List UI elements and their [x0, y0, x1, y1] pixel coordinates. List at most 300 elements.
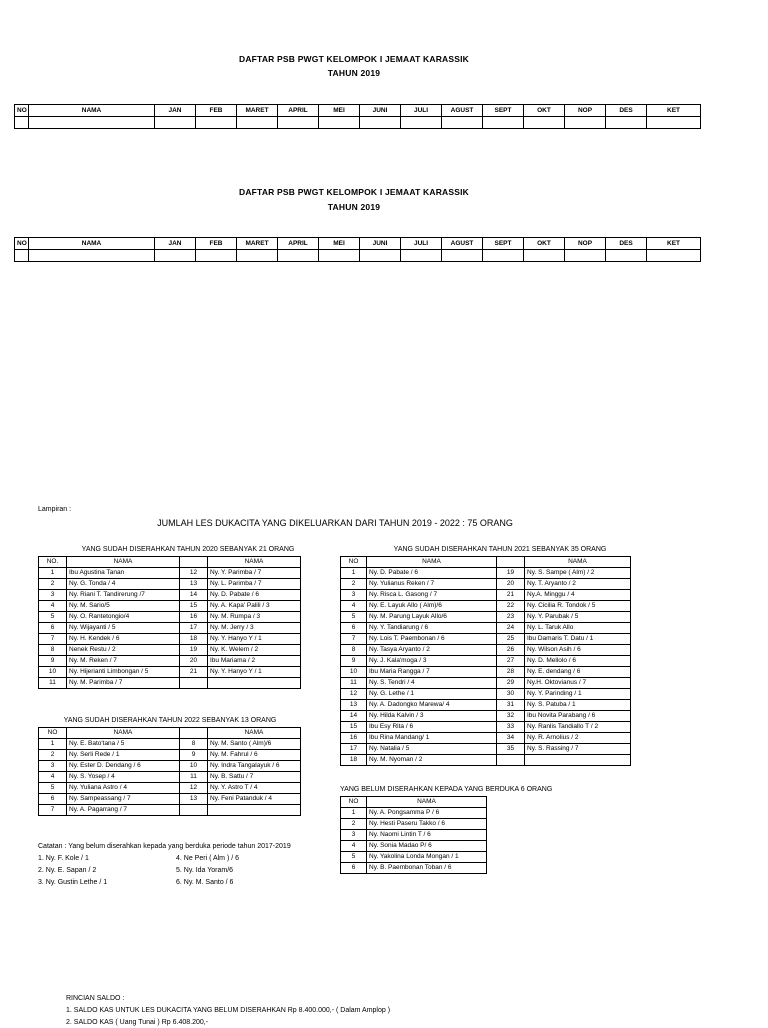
table-cell: 5 [341, 852, 367, 863]
table-cell: Ny. S. Tendri / 4 [367, 678, 497, 689]
table-cell: 11 [180, 772, 208, 783]
table-cell: Ny. E. Layuk Allo ( Alm)/6 [367, 601, 497, 612]
table-cell: 8 [341, 645, 367, 656]
table-row [39, 667, 301, 678]
table-cell: Ny. T. Aryanto / 2 [525, 579, 631, 590]
table-cell: 1 [341, 568, 367, 579]
table-cell [155, 250, 196, 262]
col-head-nama: NAMA [29, 238, 155, 250]
table-cell: Ibu Rina Mandang/ 1 [367, 733, 497, 744]
table-cell [180, 678, 208, 689]
table-cell: Ny.H. Oktovianus / 7 [525, 678, 631, 689]
table-row [341, 830, 487, 841]
table-cell: 27 [497, 656, 525, 667]
table-cell: 21 [497, 590, 525, 601]
table-header-cell: NO [341, 797, 367, 808]
table-row [39, 750, 301, 761]
table-cell: 2 [39, 579, 67, 590]
catatan-item: 1. Ny. F. Kole / 1 [38, 855, 89, 862]
table-cell: 14 [341, 711, 367, 722]
table-cell: Ny. Sonia Madao P/ 6 [367, 841, 487, 852]
table-cell: Ny. Riani T. Tandirerung /7 [67, 590, 180, 601]
table-cell: 17 [180, 623, 208, 634]
table-cell: 4 [39, 601, 67, 612]
table-cell: Ny. Sampeassang / 7 [67, 794, 180, 805]
table-cell: Ny. M. Parimba / 7 [67, 678, 180, 689]
monthly-empty-row [15, 117, 701, 129]
monthly-header-row [15, 238, 701, 250]
table-cell: Ibu Damaris T. Datu / 1 [525, 634, 631, 645]
table-cell: Ny. Tasya Aryanto / 2 [367, 645, 497, 656]
table-cell: Ny. S. Yosep / 4 [67, 772, 180, 783]
table-header-cell: NAMA [67, 557, 180, 568]
table-cell: 34 [497, 733, 525, 744]
table-cell [442, 250, 483, 262]
table-header-cell: NAMA [208, 728, 301, 739]
table-cell: Ny. M. Sario/5 [67, 601, 180, 612]
table-cell [208, 678, 301, 689]
col-head-maret: MARET [237, 105, 278, 117]
col-head-no: NO [15, 105, 29, 117]
table-row [39, 739, 301, 750]
table-cell: 2 [341, 819, 367, 830]
table-cell: 1 [341, 808, 367, 819]
table-cell: Ibu Maria Rangga / 7 [367, 667, 497, 678]
table-cell: Ny. E. Bato'tana / 5 [67, 739, 180, 750]
table-cell: 8 [39, 645, 67, 656]
doc-year-1: TAHUN 2019 [327, 68, 381, 78]
col-head-des: DES [606, 105, 647, 117]
table-cell: 15 [341, 722, 367, 733]
table-cell: Ny. Natalia / 5 [367, 744, 497, 755]
table-cell: 6 [39, 623, 67, 634]
table-cell: 12 [341, 689, 367, 700]
monthly-table-2 [14, 237, 701, 262]
table-row [39, 794, 301, 805]
table-cell: 16 [180, 612, 208, 623]
table-header-row [39, 557, 301, 568]
table-cell: Ny. M. Rumpa / 3 [208, 612, 301, 623]
table-row [341, 689, 631, 700]
col-head-juni: JUNI [360, 238, 401, 250]
table-belum [340, 796, 487, 874]
table-cell [565, 117, 606, 129]
monthly-empty-row [15, 250, 701, 262]
table-row [39, 623, 301, 634]
table-cell: Ny. A. Pagarrang / 7 [67, 805, 180, 816]
table-header-row [341, 557, 631, 568]
table-header-cell [180, 557, 208, 568]
table-cell [237, 117, 278, 129]
col-head-okt: OKT [524, 105, 565, 117]
catatan-item: 6. Ny. M. Santo / 6 [176, 879, 234, 886]
table-cell: Ny. Hijerianti Limbongan / 5 [67, 667, 180, 678]
table-cell: Ibu Novita Parabang / 6 [525, 711, 631, 722]
table-row [39, 761, 301, 772]
table-cell: Ny. Lois T. Paembonan / 6 [367, 634, 497, 645]
table-cell: 14 [180, 590, 208, 601]
table-row [341, 863, 487, 874]
table-row [341, 645, 631, 656]
table-header-cell: NAMA [367, 557, 497, 568]
table-cell: 3 [341, 830, 367, 841]
table-row [39, 579, 301, 590]
table-header-cell [180, 728, 208, 739]
table-row [341, 841, 487, 852]
table-header-cell: NAMA [208, 557, 301, 568]
table-header-cell: NAMA [367, 797, 487, 808]
table-row [341, 733, 631, 744]
table-row [341, 579, 631, 590]
col-head-april: APRIL [278, 105, 319, 117]
table-cell [524, 250, 565, 262]
table-cell: 20 [497, 579, 525, 590]
table-row [341, 722, 631, 733]
table-cell: 6 [341, 863, 367, 874]
table-cell [278, 117, 319, 129]
table-cell: Ny. J. Kala'moga / 3 [367, 656, 497, 667]
table-cell: Ny. Yuliana Astro / 4 [67, 783, 180, 794]
table-cell [525, 755, 631, 766]
table-cell [208, 805, 301, 816]
table-cell: Ny. Y. Parubak / 5 [525, 612, 631, 623]
table-cell: Ny. Yulianus Reken / 7 [367, 579, 497, 590]
table-cell: Ibu Esy Rita / 6 [367, 722, 497, 733]
table-header-cell: NAMA [525, 557, 631, 568]
table-cell: 19 [497, 568, 525, 579]
table-cell: Ny. A. Pongsamma P / 6 [367, 808, 487, 819]
table-row [341, 852, 487, 863]
table-cell: Ny. R. Arnolius / 2 [525, 733, 631, 744]
table-cell [401, 250, 442, 262]
table-cell: 8 [180, 739, 208, 750]
table-cell: 13 [180, 794, 208, 805]
table-cell [524, 117, 565, 129]
table-cell: Ny. D. Mellolo / 6 [525, 656, 631, 667]
table-2022 [38, 727, 301, 816]
table-row [341, 656, 631, 667]
table-cell: 2 [341, 579, 367, 590]
table-row [39, 772, 301, 783]
table-cell: Ny. G. Tonda / 4 [67, 579, 180, 590]
table-cell [647, 250, 701, 262]
table-cell: Ny. Ranlis Tandiallo T / 2 [525, 722, 631, 733]
col-head-ket: KET [647, 105, 701, 117]
table-cell [15, 117, 29, 129]
table-cell: 7 [39, 634, 67, 645]
table-cell: Ny. M. Santo ( Alm)/6 [208, 739, 301, 750]
table-cell: 9 [39, 656, 67, 667]
table-cell: 17 [341, 744, 367, 755]
table-cell: 9 [180, 750, 208, 761]
table-cell: Ny. D. Pabate / 6 [208, 590, 301, 601]
table-cell: 11 [39, 678, 67, 689]
table-cell [319, 117, 360, 129]
table-cell: 10 [341, 667, 367, 678]
table-cell: Ny. M. Nyoman / 2 [367, 755, 497, 766]
table-row [341, 634, 631, 645]
col-head-agust: AGUST [442, 238, 483, 250]
table-cell: 16 [341, 733, 367, 744]
table-cell [196, 250, 237, 262]
table-cell [180, 805, 208, 816]
doc-title-2: DAFTAR PSB PWGT KELOMPOK I JEMAAT KARASSIK [238, 187, 470, 197]
table-row [341, 590, 631, 601]
table-row [39, 601, 301, 612]
rincian-heading: RINCIAN SALDO : [66, 995, 125, 1002]
table-2020-caption: YANG SUDAH DISERAHKAN TAHUN 2020 SEBANYAK 21 ORANG [81, 546, 295, 553]
col-head-sept: SEPT [483, 238, 524, 250]
table-cell: Ny.A. Minggu / 4 [525, 590, 631, 601]
lampiran-heading: JUMLAH LES DUKACITA YANG DIKELUARKAN DARI TAHUN 2019 - 2022 : 75 ORANG [157, 518, 513, 528]
col-head-jan: JAN [155, 238, 196, 250]
table-row [39, 678, 301, 689]
table-cell [196, 117, 237, 129]
col-head-feb: FEB [196, 105, 237, 117]
table-cell: Ny. L. Taruk Allo [525, 623, 631, 634]
col-head-juni: JUNI [360, 105, 401, 117]
table-cell [647, 117, 701, 129]
table-cell: 18 [341, 755, 367, 766]
col-head-juli: JULI [401, 238, 442, 250]
col-head-des: DES [606, 238, 647, 250]
table-cell [360, 117, 401, 129]
monthly-table-1 [14, 104, 701, 129]
table-row [341, 819, 487, 830]
table-cell: 28 [497, 667, 525, 678]
table-cell: 3 [341, 590, 367, 601]
table-cell: Ny. S. Sampe ( Alm) / 2 [525, 568, 631, 579]
table-cell: 9 [341, 656, 367, 667]
table-cell [565, 250, 606, 262]
table-row [341, 808, 487, 819]
table-row [39, 656, 301, 667]
table-cell: Ny. A. Dadongko Marewa/ 4 [367, 700, 497, 711]
table-row [39, 645, 301, 656]
table-row [341, 744, 631, 755]
table-header-row [341, 797, 487, 808]
col-head-agust: AGUST [442, 105, 483, 117]
table-cell: 3 [39, 761, 67, 772]
table-row [341, 568, 631, 579]
col-head-okt: OKT [524, 238, 565, 250]
table-cell: Ny. Wijayanti / 5 [67, 623, 180, 634]
table-row [341, 612, 631, 623]
table-cell: Ny. A. Kapa' Palili / 3 [208, 601, 301, 612]
table-cell: Ny. B. Paembonan Toban / 6 [367, 863, 487, 874]
table-cell: 21 [180, 667, 208, 678]
table-cell: 35 [497, 744, 525, 755]
table-cell [442, 117, 483, 129]
table-cell: 5 [39, 612, 67, 623]
table-cell: 12 [180, 783, 208, 794]
table-cell [155, 117, 196, 129]
table-row [39, 612, 301, 623]
col-head-mei: MEI [319, 238, 360, 250]
table-cell: Nenek Restu / 2 [67, 645, 180, 656]
table-cell: 31 [497, 700, 525, 711]
col-head-juli: JULI [401, 105, 442, 117]
table-belum-caption: YANG BELUM DISERAHKAN KEPADA YANG BERDUKA 6 ORANG [340, 786, 553, 793]
table-cell: 26 [497, 645, 525, 656]
table-header-cell: NO [39, 728, 67, 739]
lampiran-label: Lampiran : [38, 506, 72, 513]
table-cell: Ny. Feni Patanduk / 4 [208, 794, 301, 805]
table-cell [29, 117, 155, 129]
table-cell: 4 [341, 601, 367, 612]
table-cell: Ny. Y. Parinding / 1 [525, 689, 631, 700]
table-cell: 24 [497, 623, 525, 634]
col-head-sept: SEPT [483, 105, 524, 117]
table-cell: Ny. Y. Parimba / 7 [208, 568, 301, 579]
col-head-april: APRIL [278, 238, 319, 250]
doc-year-2: TAHUN 2019 [327, 202, 381, 212]
table-cell: 10 [39, 667, 67, 678]
table-cell [606, 250, 647, 262]
col-head-mei: MEI [319, 105, 360, 117]
col-head-nop: NOP [565, 238, 606, 250]
table-cell: Ibu Agustina Tanan [67, 568, 180, 579]
table-cell: 32 [497, 711, 525, 722]
catatan-item: 2. Ny. E. Sapan / 2 [38, 867, 97, 874]
table-cell: 1 [39, 568, 67, 579]
table-cell: 4 [341, 841, 367, 852]
table-cell: Ny. K. Welem / 2 [208, 645, 301, 656]
table-row [39, 805, 301, 816]
table-cell: 7 [341, 634, 367, 645]
table-cell: Ny. S. Patuba / 1 [525, 700, 631, 711]
table-cell: Ny. Y. Hanyo Y / 1 [208, 667, 301, 678]
table-cell: 29 [497, 678, 525, 689]
table-2021-caption: YANG SUDAH DISERAHKAN TAHUN 2021 SEBANYAK 35 ORANG [393, 546, 607, 553]
col-head-ket: KET [647, 238, 701, 250]
table-row [39, 568, 301, 579]
catatan-item: 5. Ny. Ida Yoram/6 [176, 867, 234, 874]
table-row [39, 590, 301, 601]
table-row [39, 783, 301, 794]
table-cell: 13 [341, 700, 367, 711]
table-header-cell: NO [341, 557, 367, 568]
table-cell: 15 [180, 601, 208, 612]
table-cell: Ny. Wilson Asih / 6 [525, 645, 631, 656]
table-cell: Ny. S. Rassing / 7 [525, 744, 631, 755]
table-cell: 4 [39, 772, 67, 783]
table-cell: Ny. Ester D. Dendang / 6 [67, 761, 180, 772]
table-row [341, 755, 631, 766]
table-row [341, 623, 631, 634]
table-2022-caption: YANG SUDAH DISERAHKAN TAHUN 2022 SEBANYAK 13 ORANG [63, 717, 277, 724]
table-cell: 5 [39, 783, 67, 794]
table-header-cell: NAMA [67, 728, 180, 739]
table-cell: Ny. Risca L. Gasong / 7 [367, 590, 497, 601]
table-row [341, 667, 631, 678]
table-cell: 2 [39, 750, 67, 761]
table-cell [319, 250, 360, 262]
table-cell: 18 [180, 634, 208, 645]
table-cell: Ny. O. Rantetongio/4 [67, 612, 180, 623]
table-cell: 23 [497, 612, 525, 623]
table-cell [15, 250, 29, 262]
table-cell: 6 [39, 794, 67, 805]
table-row [341, 601, 631, 612]
table-cell: 33 [497, 722, 525, 733]
table-cell [237, 250, 278, 262]
table-cell: Ny. M. Reken / 7 [67, 656, 180, 667]
table-row [39, 634, 301, 645]
table-cell: Ny. Yakolina Londa Mongan / 1 [367, 852, 487, 863]
table-cell: Ny. Serli Rede / 1 [67, 750, 180, 761]
table-cell: Ny. E. dendang / 6 [525, 667, 631, 678]
table-cell: Ny. Y. Hanyo Y / 1 [208, 634, 301, 645]
table-header-cell [497, 557, 525, 568]
table-cell: 20 [180, 656, 208, 667]
table-cell: 22 [497, 601, 525, 612]
rincian-line-2: 2. SALDO KAS ( Uang Tunai ) Rp 6.408.200,- [66, 1019, 209, 1026]
table-cell: Ny. M. Fahrul / 6 [208, 750, 301, 761]
monthly-header-row [15, 105, 701, 117]
table-cell [360, 250, 401, 262]
table-cell: 12 [180, 568, 208, 579]
catatan-text: Catatan : Yang belum diserahkan kepada yang berduka periode tahun 2017-2019 [38, 843, 291, 850]
table-cell [278, 250, 319, 262]
table-row [341, 711, 631, 722]
table-cell: 10 [180, 761, 208, 772]
col-head-feb: FEB [196, 238, 237, 250]
table-cell: Ny. Hilda Kalvin / 3 [367, 711, 497, 722]
table-cell [497, 755, 525, 766]
table-cell: 30 [497, 689, 525, 700]
table-cell: Ny. Naomi Lintin T / 6 [367, 830, 487, 841]
table-cell: Ny. G. Lethe / 1 [367, 689, 497, 700]
table-cell: Ny. Indra Tangalayuk / 6 [208, 761, 301, 772]
table-header-row [39, 728, 301, 739]
catatan-item: 4. Ne Peri ( Alm ) / 6 [176, 855, 240, 862]
table-cell: 5 [341, 612, 367, 623]
table-cell: Ny. Y. Tandiarung / 6 [367, 623, 497, 634]
rincian-line-1: 1. SALDO KAS UNTUK LES DUKACITA YANG BELUM DISERAHKAN Rp 8.400.000,- ( Dalam Amplop ) [66, 1007, 391, 1014]
doc-title-1: DAFTAR PSB PWGT KELOMPOK I JEMAAT KARASSIK [238, 54, 470, 64]
table-row [341, 678, 631, 689]
table-cell: Ny. B. Sattu / 7 [208, 772, 301, 783]
table-cell: 7 [39, 805, 67, 816]
table-cell: 19 [180, 645, 208, 656]
table-header-cell: NO. [39, 557, 67, 568]
table-cell [29, 250, 155, 262]
table-2021 [340, 556, 631, 766]
table-cell: Ibu Mariama / 2 [208, 656, 301, 667]
col-head-jan: JAN [155, 105, 196, 117]
table-row [341, 700, 631, 711]
table-cell: Ny. Hesti Paseru Takko / 6 [367, 819, 487, 830]
table-cell [606, 117, 647, 129]
catatan-item: 3. Ny. Gustin Lethe / 1 [38, 879, 108, 886]
col-head-no: NO [15, 238, 29, 250]
col-head-nama: NAMA [29, 105, 155, 117]
table-cell: 11 [341, 678, 367, 689]
col-head-maret: MARET [237, 238, 278, 250]
table-cell: 3 [39, 590, 67, 601]
table-cell: 6 [341, 623, 367, 634]
table-cell: Ny. M. Parung Layuk Allo/6 [367, 612, 497, 623]
table-2020 [38, 556, 301, 689]
col-head-nop: NOP [565, 105, 606, 117]
table-cell: Ny. M. Jerry / 3 [208, 623, 301, 634]
table-cell: Ny. D. Pabate / 6 [367, 568, 497, 579]
table-cell [483, 117, 524, 129]
table-cell: Ny. Y. Astro T / 4 [208, 783, 301, 794]
table-cell: Ny. Cicilia R. Tondok / 5 [525, 601, 631, 612]
table-cell: 25 [497, 634, 525, 645]
